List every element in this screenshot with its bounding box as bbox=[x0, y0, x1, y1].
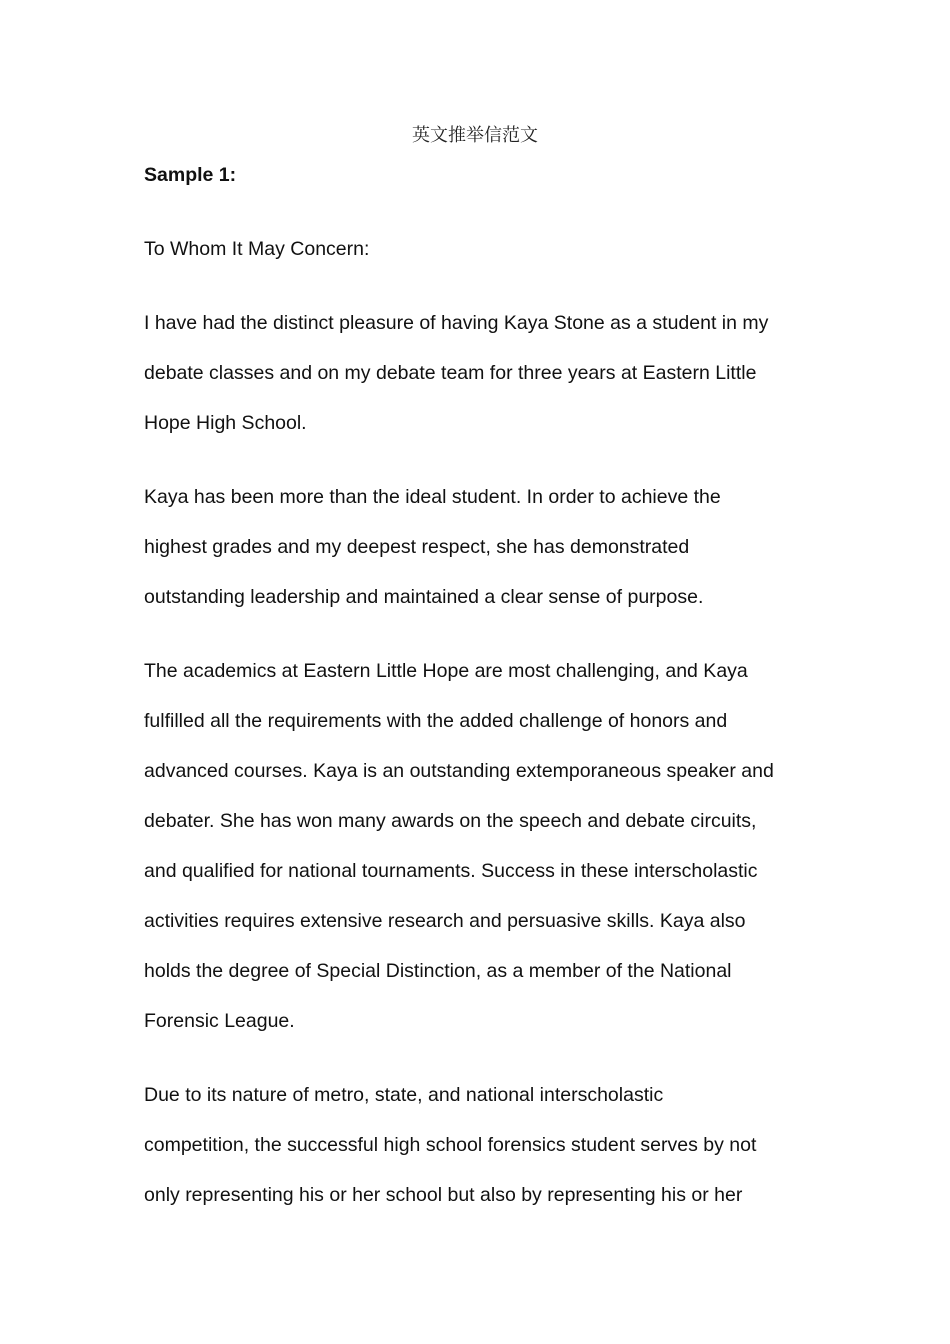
paragraph-line: I have had the distinct pleasure of having Kaya Stone as a student in my bbox=[144, 312, 769, 334]
paragraph-line: holds the degree of Special Distinction, as a member of the National bbox=[144, 960, 732, 982]
section-heading-block bbox=[144, 150, 844, 200]
paragraph-line: The academics at Eastern Little Hope are most challenging, and Kaya bbox=[144, 660, 748, 682]
paragraph-line: debater. She has won many awards on the speech and debate circuits, bbox=[144, 810, 757, 832]
paragraph-line: only representing his or her school but also by representing his or her bbox=[144, 1184, 743, 1206]
paragraph bbox=[144, 472, 844, 622]
paragraph-line: Forensic League. bbox=[144, 1010, 295, 1032]
paragraph-line: Due to its nature of metro, state, and national interscholastic bbox=[144, 1084, 664, 1106]
paragraph-line: outstanding leadership and maintained a clear sense of purpose. bbox=[144, 586, 704, 608]
document-body bbox=[144, 150, 844, 1244]
paragraph-line: activities requires extensive research and persuasive skills. Kaya also bbox=[144, 910, 746, 932]
paragraph bbox=[144, 1070, 844, 1220]
paragraph-line: Hope High School. bbox=[144, 412, 307, 434]
paragraph bbox=[144, 298, 844, 448]
paragraph-line: fulfilled all the requirements with the added challenge of honors and bbox=[144, 710, 728, 732]
document-title: 英文推举信范文 bbox=[412, 125, 538, 146]
paragraph-line: debate classes and on my debate team for three years at Eastern Little bbox=[144, 362, 757, 384]
section-heading: Sample 1: bbox=[144, 164, 237, 186]
salutation-block bbox=[144, 224, 844, 274]
paragraph bbox=[144, 646, 844, 1046]
paragraph-line: competition, the successful high school forensics student serves by not bbox=[144, 1134, 757, 1156]
salutation: To Whom It May Concern: bbox=[144, 238, 370, 260]
paragraph-line: Kaya has been more than the ideal student. In order to achieve the bbox=[144, 486, 721, 508]
paragraph-line: highest grades and my deepest respect, she has demonstrated bbox=[144, 536, 690, 558]
paragraph-line: and qualified for national tournaments. Success in these interscholastic bbox=[144, 860, 758, 882]
paragraph-line: advanced courses. Kaya is an outstanding extemporaneous speaker and bbox=[144, 760, 774, 782]
